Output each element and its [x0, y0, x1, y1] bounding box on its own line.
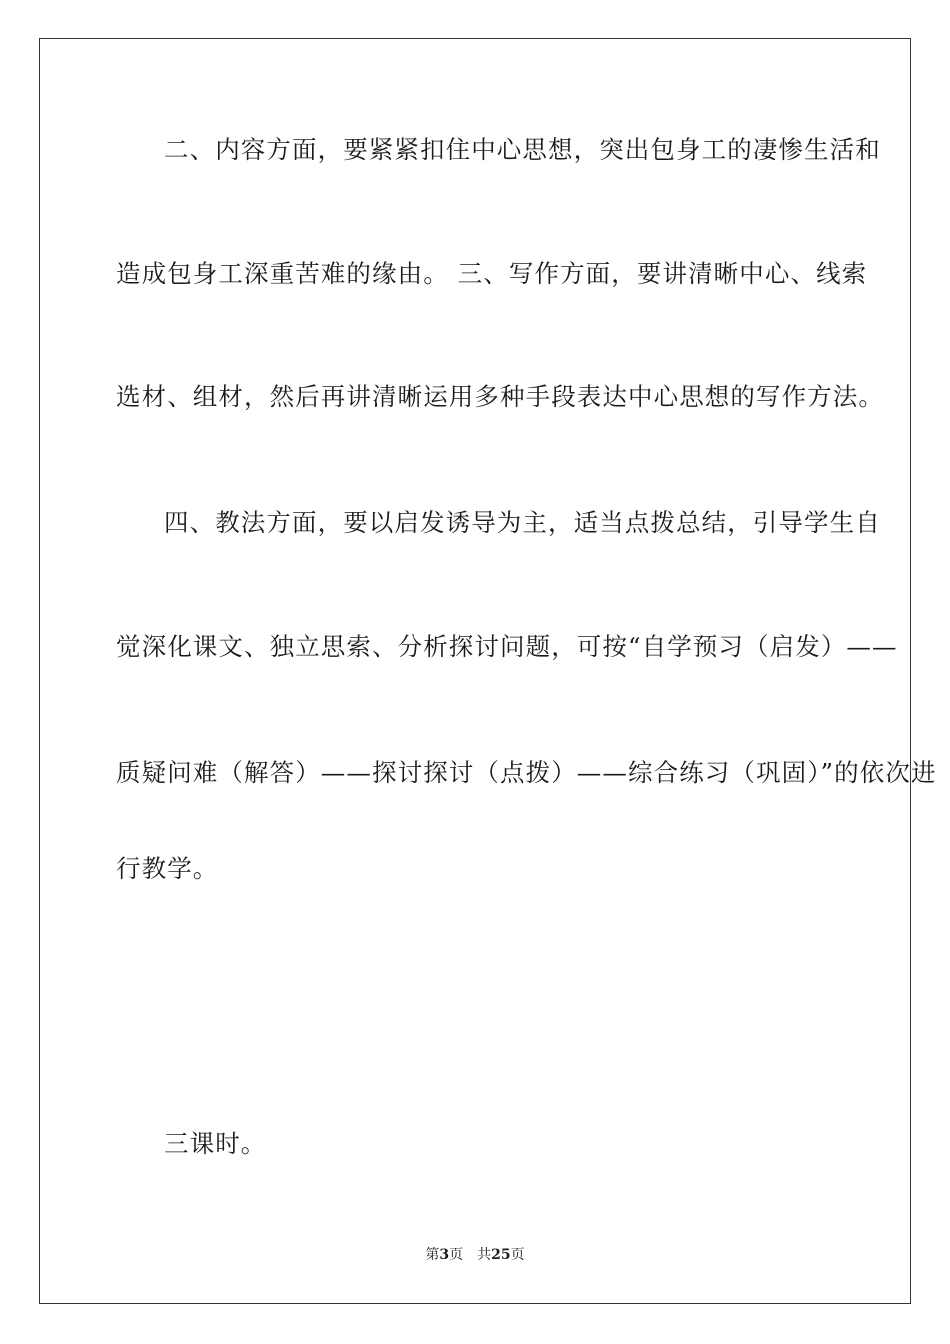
paragraph-line-3: 选材、组材，然后再讲清晰运用多种手段表达中心思想的写作方法。	[116, 382, 884, 411]
paragraph-line-4: 四、教法方面，要以启发诱导为主，适当点拨总结，引导学生自	[164, 508, 881, 537]
footer-total-suffix: 页	[510, 1247, 525, 1263]
footer-total-prefix: 共	[477, 1247, 492, 1263]
footer-page-prefix: 第	[425, 1247, 440, 1263]
page-footer	[0, 1245, 950, 1265]
paragraph-line-1: 二、内容方面，要紧紧扣住中心思想，突出包身工的凄惨生活和	[164, 135, 881, 164]
footer-page-suffix: 页	[449, 1247, 464, 1263]
footer-page-number: 3	[439, 1247, 450, 1263]
page-border	[39, 38, 937, 1304]
footer-total-pages: 25	[491, 1247, 511, 1263]
paragraph-line-6: 质疑问难（解答）——探讨探讨（点拨）——综合练习（巩固）”的依次进	[116, 758, 937, 787]
paragraph-line-5: 觉深化课文、独立思索、分析探讨问题，可按“自学预习（启发）——	[116, 632, 898, 661]
paragraph-line-8: 三课时。	[164, 1129, 267, 1158]
paragraph-line-7: 行教学。	[116, 854, 219, 883]
paragraph-line-2: 造成包身工深重苦难的缘由。 三、写作方面，要讲清晰中心、线索	[116, 259, 868, 288]
